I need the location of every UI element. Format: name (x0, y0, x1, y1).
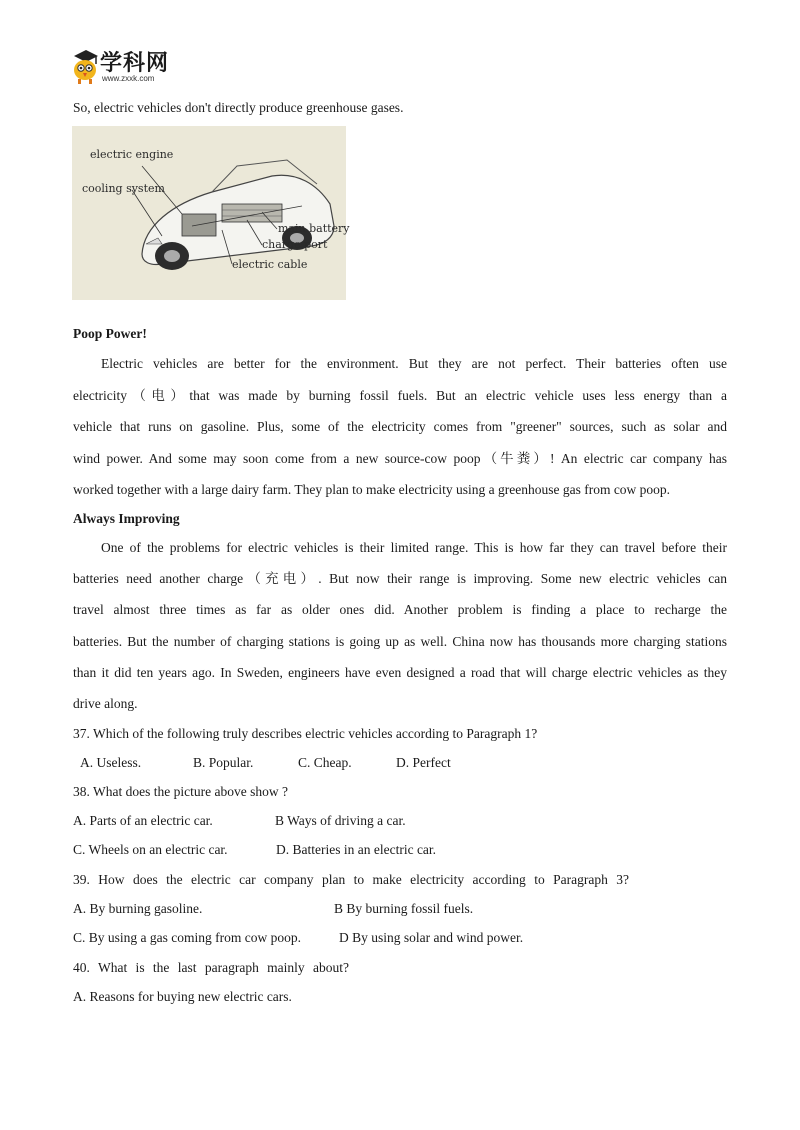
logo-url: www.zxxk.com (102, 74, 155, 83)
question-37-option-a: A. Useless. (80, 755, 142, 770)
paragraph-line: One of the problems for electric vehicles is their limited range. This is how far they can travel before their (101, 540, 727, 555)
paragraph-line: wind power. And some may soon come from a new source-cow poop（牛粪）! An electric car company has (73, 451, 727, 466)
mascot-icon (70, 46, 100, 86)
paragraph-line: electricity（电）that was made by burning fossil fuels. But an electric vehicle uses less energy than a (73, 388, 727, 403)
question-37-stem: 37. Which of the following truly describes electric vehicles according to Paragraph 1? (73, 726, 538, 741)
question-40-option-a: A. Reasons for buying new electric cars. (73, 989, 292, 1004)
paragraph-line: travel almost three times as far as older ones did. Another problem is finding a place to recharge the (73, 602, 727, 617)
paragraph-line: vehicle that runs on gasoline. Plus, some of the electricity comes from "greener" sources, such as solar and (73, 419, 727, 434)
question-38-option-a: A. Parts of an electric car. (73, 813, 213, 828)
label-charge-port: charge port (262, 238, 328, 251)
label-cooling-system: cooling system (82, 182, 165, 195)
question-39-option-b: B By burning fossil fuels. (334, 901, 474, 916)
question-38-option-c: C. Wheels on an electric car. (73, 842, 228, 857)
question-39-stem: 39. How does the electric car company plan to make electricity according to Paragraph 3? (73, 872, 629, 887)
question-39-option-a: A. By burning gasoline. (73, 901, 203, 916)
paragraph-line: Electric vehicles are better for the environment. But they are not perfect. Their batteries often use (101, 356, 727, 371)
question-38-option-b: B Ways of driving a car. (275, 813, 406, 828)
question-38-stem: 38. What does the picture above show ? (73, 784, 288, 799)
question-37-option-d: D. Perfect (396, 755, 451, 770)
label-electric-cable: electric cable (232, 258, 308, 271)
question-40-stem: 40. What is the last paragraph mainly about? (73, 960, 349, 975)
question-37-option-b: B. Popular. (193, 755, 254, 770)
label-main-battery: main battery (278, 222, 350, 235)
electric-car-figure (72, 126, 350, 300)
intro-sentence: So, electric vehicles don't directly produce greenhouse gases. (73, 100, 404, 115)
logo-text: 学科网 (100, 51, 170, 76)
question-39-option-c: C. By using a gas coming from cow poop. (73, 930, 301, 945)
question-39-option-d: D By using solar and wind power. (339, 930, 524, 945)
section-heading-always-improving: Always Improving (73, 511, 180, 526)
label-electric-engine: electric engine (90, 148, 174, 161)
paragraph-line: than it did ten years ago. In Sweden, engineers have even designed a road that will charge electric vehicles as they (73, 665, 727, 680)
section-heading-poop-power: Poop Power! (73, 326, 147, 341)
paragraph-line: worked together with a large dairy farm. They plan to make electricity using a greenhouse gas from cow poop. (73, 482, 671, 497)
question-38-option-d: D. Batteries in an electric car. (276, 842, 437, 857)
paragraph-line: batteries. But the number of charging stations is going up as well. China now has thousands more charging stations (73, 634, 727, 649)
site-logo (70, 44, 200, 88)
paragraph-line: batteries need another charge（充电）. But now their range is improving. Some new electric vehicles can (73, 571, 727, 586)
paragraph-line: drive along. (73, 696, 138, 711)
question-37-option-c: C. Cheap. (298, 755, 352, 770)
